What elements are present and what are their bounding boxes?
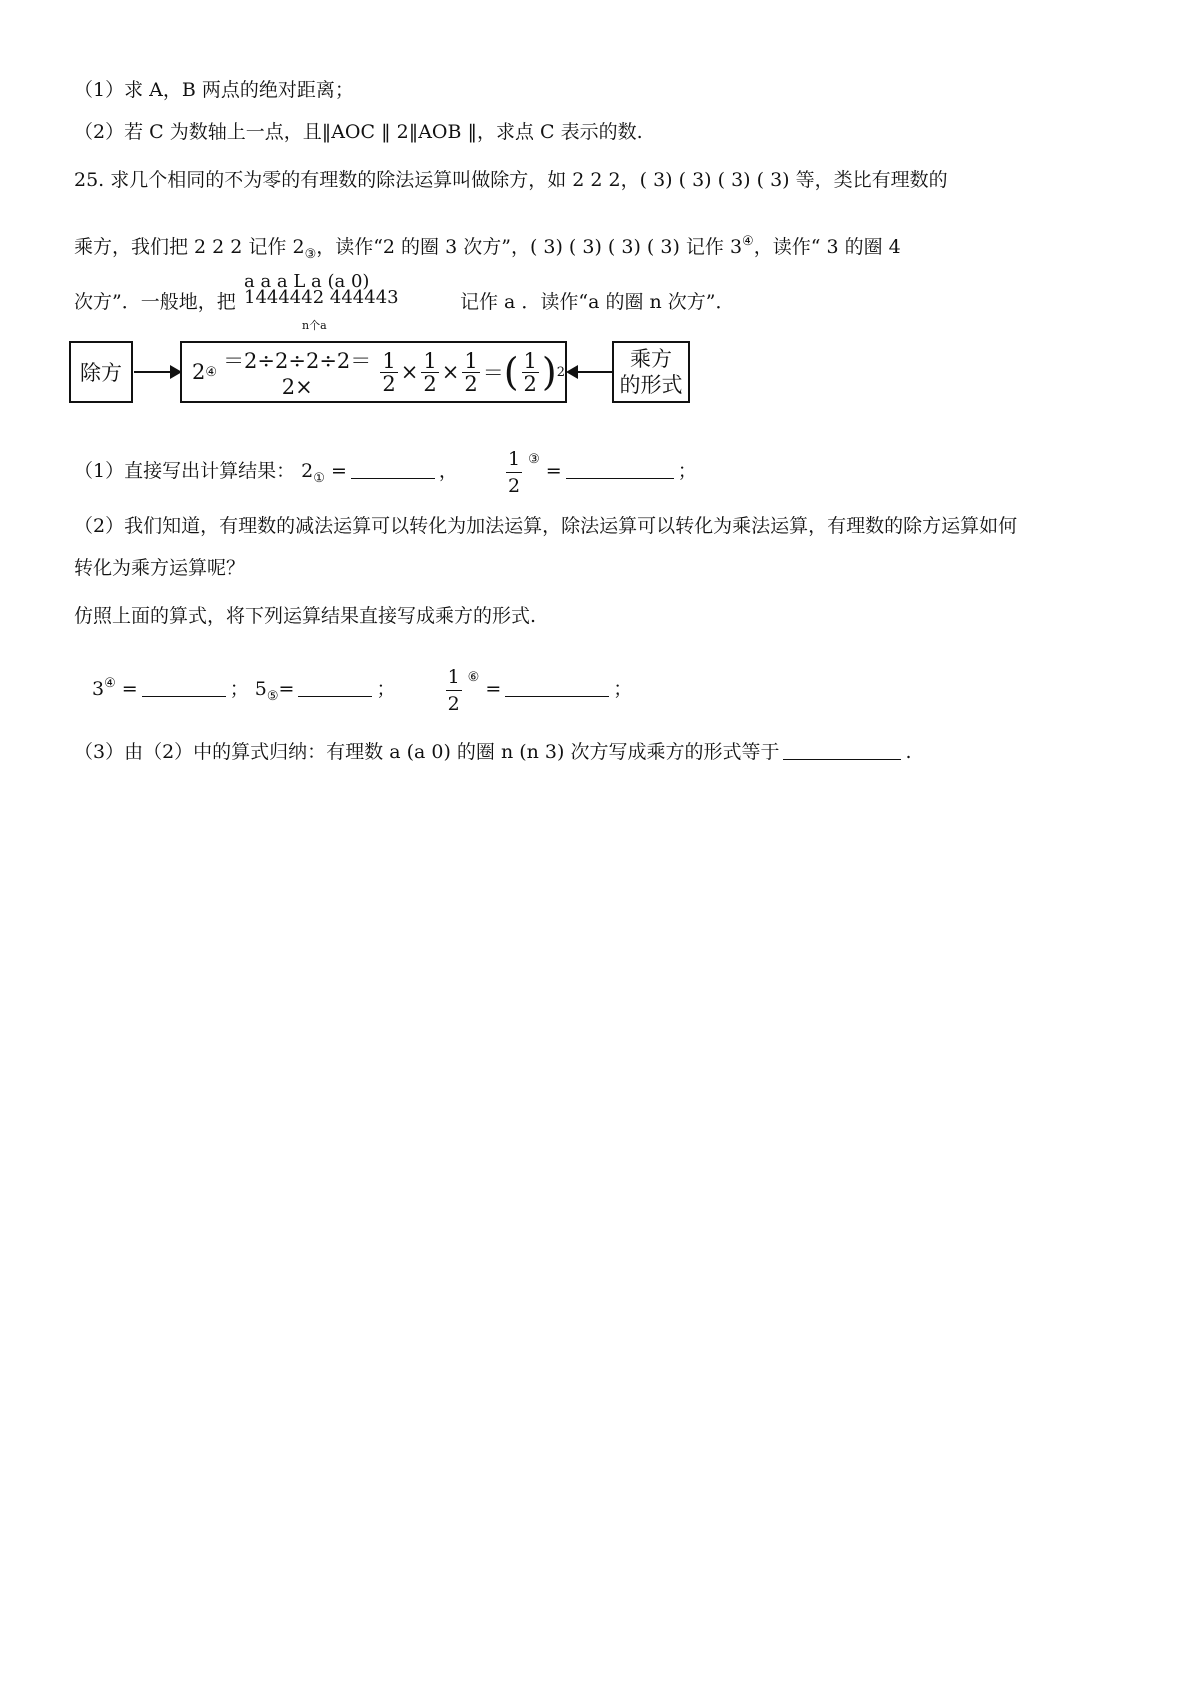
q25-intro-line2	[74, 228, 901, 269]
formula-power: 2	[556, 364, 565, 380]
p2-eq-1: =	[121, 678, 138, 700]
q25-intro-line3-a: 次方”．一般地，把	[74, 291, 236, 313]
q25-intro-overbrace-terms: a a a L a (a 0)	[244, 271, 370, 292]
diagram-right-box	[612, 341, 690, 403]
open-paren: (	[503, 350, 519, 394]
arrow-right-icon	[134, 371, 180, 373]
p2-a-sup: ④	[104, 676, 116, 691]
p1-a-base: 2	[301, 460, 314, 482]
arrow-left-icon	[568, 371, 612, 373]
formula-frac-4: $\frac{1}{2}$	[523, 348, 537, 396]
formula-mid: ＝2÷2÷2÷2＝2×	[223, 349, 372, 399]
p2-c-sup: ⑥	[467, 670, 480, 685]
q25-intro-line3-b: 记作 a ．读作“a 的圈 n 次方”．	[460, 291, 735, 313]
formula-frac-2: $\frac{1}{2}$	[423, 348, 437, 396]
p2-semi-3: ；	[613, 678, 633, 700]
q25-part2-line3: 仿照上面的算式，将下列运算结果直接写成乘方的形式.	[74, 605, 537, 627]
formula-base: 2	[192, 360, 206, 384]
p2-frac: $\frac{1}{2}$	[447, 665, 460, 715]
q25-intro-under-label: n个a	[302, 319, 327, 332]
p2-semi-2: ；	[376, 678, 396, 700]
q25-intro-underbrace: 1444442 444443	[244, 287, 399, 308]
formula-times-2: ×	[441, 360, 460, 384]
q24-part2: （2）若 C 为数轴上一点，且‖AOC ‖ 2‖AOB ‖，求点 C 表示的数.	[74, 121, 643, 143]
diagram-formula-box	[180, 341, 567, 403]
p1-answer-blank-1[interactable]	[351, 458, 435, 479]
p1-frac: $\frac{1}{2}$	[507, 447, 521, 497]
p1-eq-2: =	[545, 460, 562, 482]
p1-sep: ，	[438, 460, 458, 482]
p3-end: .	[905, 741, 912, 763]
q25-intro-line2-b: ，读作“2 的圈 3 次方”，( 3) ( 3) ( 3) ( 3) 记作 3	[316, 236, 743, 258]
p3-answer-blank[interactable]	[783, 739, 901, 760]
formula-circled: ④	[205, 364, 218, 380]
p2-b-sub: ⑤	[266, 689, 279, 704]
q25-part3	[74, 738, 912, 766]
p3-text: （3）由（2）中的算式归纳：有理数 a (a 0) 的圈 n (n 3) 次方写成乘方的形式等于	[74, 741, 780, 763]
q25-intro-line2-c: ，读作“ 3 的圈 4	[753, 236, 901, 258]
p1-eq-1: =	[330, 460, 347, 482]
p1-end: ；	[677, 460, 697, 482]
p1-b-sup: ③	[528, 452, 540, 467]
close-paren: )	[541, 350, 557, 394]
q25-part2-line2: 转化为乘方运算呢？	[74, 557, 246, 579]
p2-answer-blank-1[interactable]	[142, 676, 226, 697]
formula-eq: ＝	[482, 361, 504, 385]
p2-answer-blank-3[interactable]	[505, 676, 609, 697]
formula-frac-3: $\frac{1}{2}$	[464, 348, 478, 396]
p1-label: （1）直接写出计算结果：	[74, 460, 296, 482]
p2-semi-1: ；	[229, 678, 249, 700]
p2-a-base: 3	[92, 678, 105, 700]
p1-answer-blank-2[interactable]	[566, 458, 674, 479]
p2-b-base: 5	[254, 678, 267, 700]
q24-part1: （1）求 A，B 两点的绝对距离；	[74, 79, 354, 101]
circled-3-sub: ③	[304, 247, 317, 262]
p2-answer-blank-2[interactable]	[298, 676, 372, 697]
q25-intro-line2-a: 乘方，我们把 2 2 2 记作 2	[74, 236, 305, 258]
formula-times-1: ×	[400, 360, 419, 384]
circled-4-sup: ④	[742, 234, 754, 249]
q25-part1	[74, 432, 697, 507]
p2-eq-2: =	[278, 678, 295, 700]
diagram-left-box: 除方	[69, 341, 133, 403]
p1-a-sub: ①	[313, 471, 325, 486]
right-box-line1: 乘方	[630, 347, 672, 371]
p2-eq-3: =	[485, 678, 502, 700]
right-box-line2: 的形式	[619, 373, 683, 397]
q25-part2-line1: （2）我们知道，有理数的减法运算可以转化为加法运算，除法运算可以转化为乘法运算，有理数的除方运算如何	[74, 515, 1018, 537]
q25-intro-line1: 25. 求几个相同的不为零的有理数的除法运算叫做除方，如 2 2 2，( 3) ( 3) ( 3) ( 3) 等，类比有理数的	[74, 169, 948, 191]
q25-part2-exercises	[92, 650, 632, 725]
formula-frac-1: $\frac{1}{2}$	[382, 348, 396, 396]
